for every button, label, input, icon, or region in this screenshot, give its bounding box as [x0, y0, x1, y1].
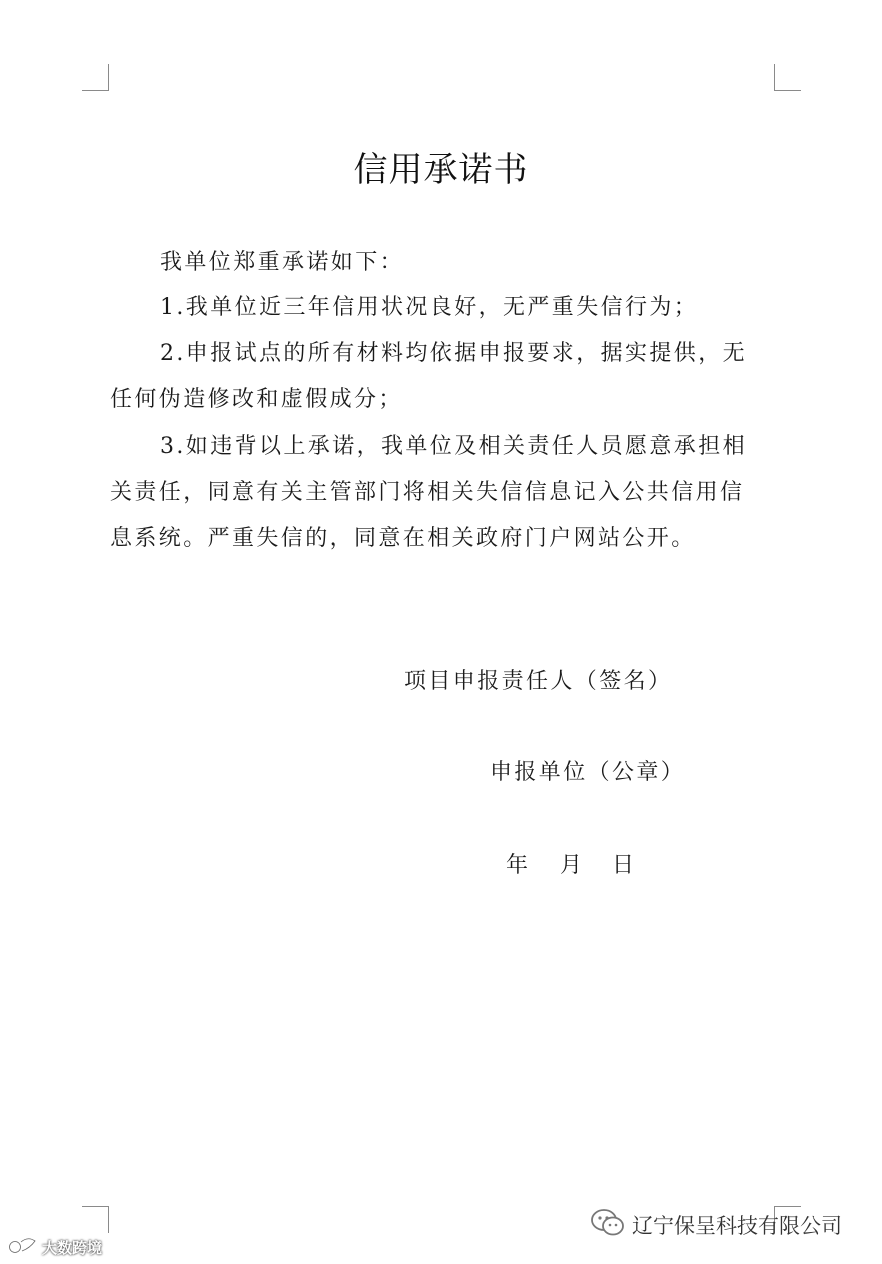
intro-line: 我单位郑重承诺如下：: [160, 250, 405, 275]
date-day: 日: [612, 853, 635, 878]
signature-responsible-person: 项目申报责任人（签名）: [404, 669, 673, 694]
signature-unit-seal: 申报单位（公章）: [490, 760, 686, 785]
wechat-icon: [590, 1208, 626, 1243]
crop-mark-bottom-left: [82, 1206, 109, 1233]
commitment-1: 1.我单位近三年信用状况良好，无严重失信行为；: [160, 295, 699, 320]
watermark-brand: [8, 1234, 102, 1260]
commitment-3: 3.如违背以上承诺，我单位及相关责任人员愿意承担相: [160, 434, 747, 459]
document-title: 信用承诺书: [353, 150, 529, 190]
crop-mark-top-left: [82, 64, 109, 91]
commitment-2: 2.申报试点的所有材料均依据申报要求，据实提供，无: [160, 341, 747, 366]
watermark-brand-text: 大数跨境: [42, 1238, 103, 1257]
crop-mark-top-right: [774, 64, 801, 91]
date-month: 月: [560, 853, 583, 878]
watermark-company-text: 辽宁保呈科技有限公司: [632, 1214, 842, 1238]
commitment-3-cont-2: 息系统。严重失信的，同意在相关政府门户网站公开。: [110, 526, 696, 551]
commitment-3-cont-1: 关责任，同意有关主管部门将相关失信信息记入公共信用信: [110, 480, 745, 505]
watermark-company: [590, 1208, 842, 1242]
logo-icon: [8, 1234, 38, 1260]
date-year: 年: [506, 853, 529, 878]
commitment-2-cont: 任何伪造修改和虚假成分；: [110, 387, 403, 412]
